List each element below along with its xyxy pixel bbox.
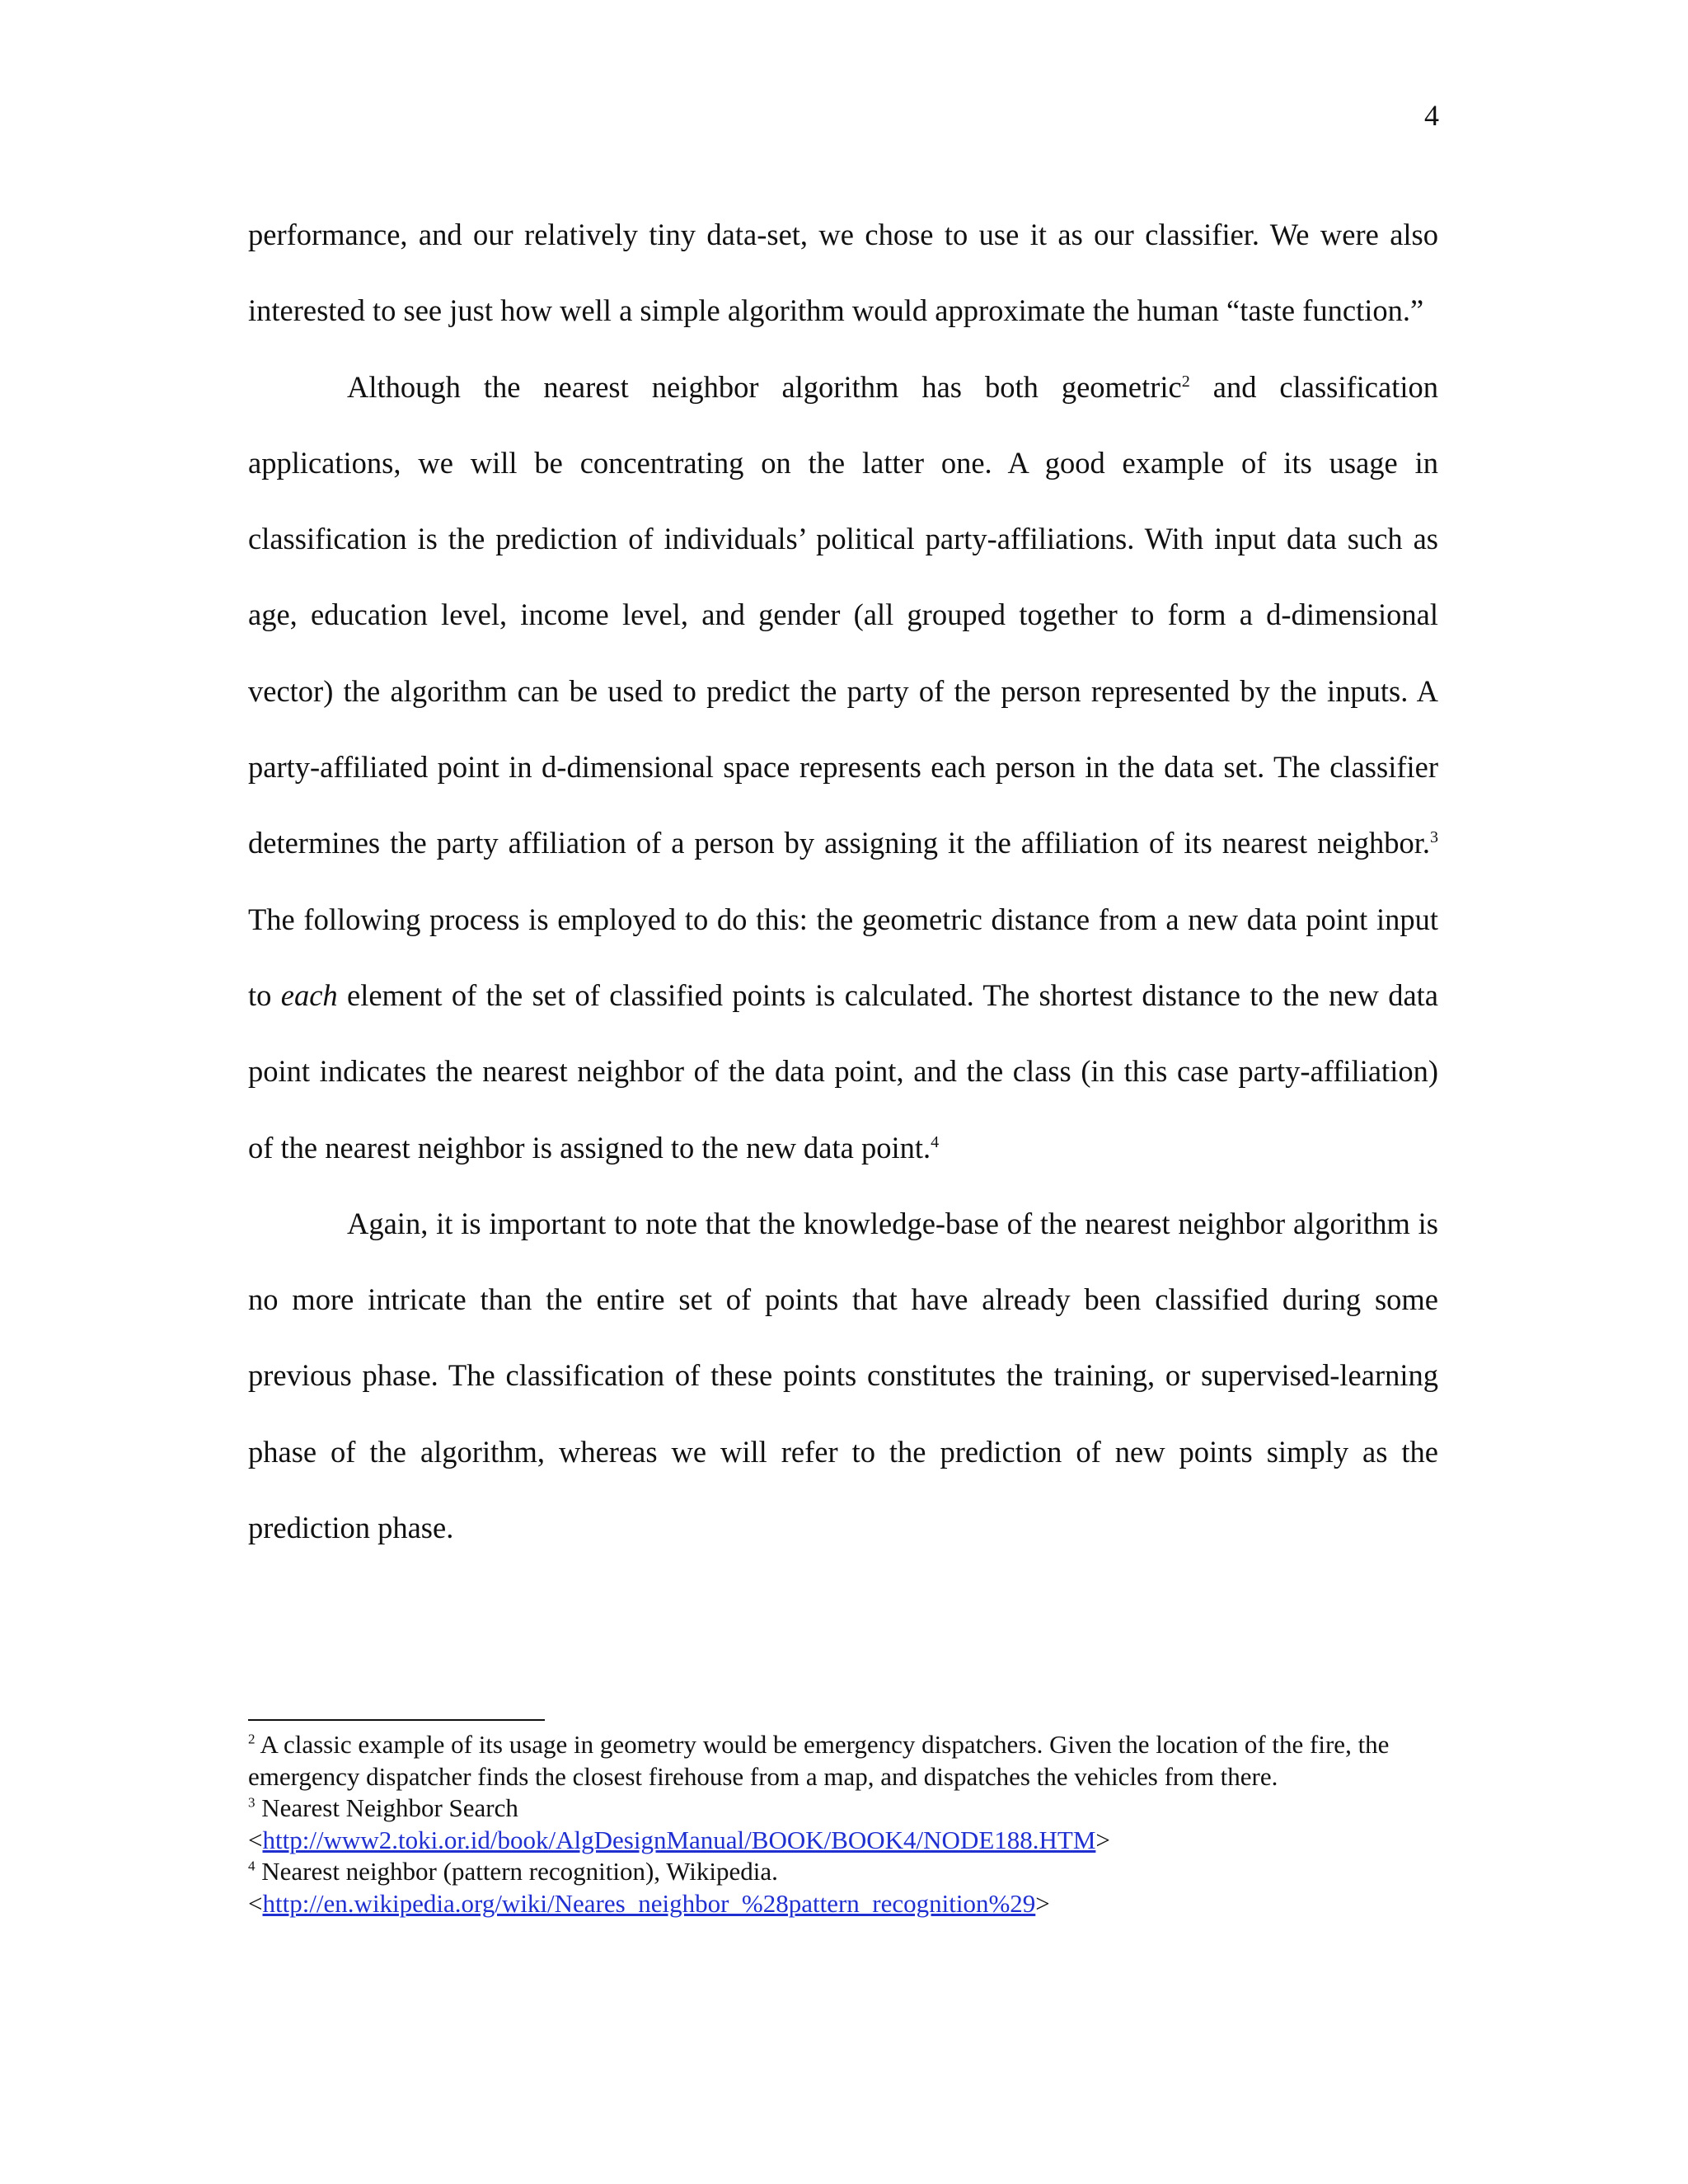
paragraph-2-text-a: Although the nearest neighbor algorithm has both geometric [347,369,1182,404]
footnote-4 [248,1856,1438,1919]
footnote-4-marker: 4 [248,1858,256,1874]
emphasis-each: each [280,977,338,1012]
footnote-ref-3[interactable]: 3 [1429,828,1438,847]
paragraph-2 [248,349,1438,1186]
footnote-3-close-bracket: > [1095,1825,1110,1854]
footnote-2 [248,1729,1438,1793]
footnote-ref-4[interactable]: 4 [931,1132,940,1151]
footnote-3 [248,1793,1438,1856]
paragraph-3 [248,1186,1438,1566]
paragraph-1-text: performance, and our relatively tiny data-set, we chose to use it as our classifier. We were also interested to see just how well a simple algorithm would approximate the human “taste function.” [248,218,1438,328]
body-text [248,197,1438,1566]
paragraph-2-text-d: element of the set of classified points is calculated. The shortest distance to the new data point indicates the nearest neighbor of the data point, and the class (in this case party-affiliation) of the nearest neighbor is assigned to the new data point. [248,977,1438,1165]
footnotes [248,1729,1438,1919]
paragraph-3-text: Again, it is important to note that the knowledge-base of the nearest neighbor algorithm is no more intricate than the entire set of points that have already been classified during some previous phase. The classification of these points constitutes the training, or supervised-learning phase of the algorithm, whereas we will refer to the prediction of new points simply as the prediction phase. [248,1206,1438,1545]
footnote-2-marker: 2 [248,1731,256,1747]
footnote-ref-2[interactable]: 2 [1181,372,1190,391]
footnote-4-link[interactable]: http://en.wikipedia.org/wiki/Neares_neighbor_%28pattern_recognition%29 [262,1888,1036,1918]
footnote-4-close-bracket: > [1035,1888,1050,1918]
footnote-4-text: Nearest neighbor (pattern recognition), Wikipedia. [255,1857,778,1886]
footnote-3-text: Nearest Neighbor Search [255,1793,518,1822]
footnote-2-text: A classic example of its usage in geometry would be emergency dispatchers. Given the location of the fire, the emergency dispatcher finds the closest firehouse from a map, and dispatches the vehicles from there. [248,1730,1390,1791]
footnote-4-open-bracket: < [248,1888,263,1918]
footnote-3-marker: 3 [248,1794,256,1811]
paragraph-1 [248,197,1438,349]
paragraph-2-text-c: The following process is employed to do this: the geometric distance from a new data point input to [248,902,1438,1012]
footnote-3-open-bracket: < [248,1825,263,1854]
paragraph-2-text-b: and classification applications, we will be concentrating on the latter one. A good example of its usage in classification is the prediction of individuals’ political party-affiliations. With input data such as age, education level, income level, and gender (all grouped together to form a d-dimensional vector) the algorithm can be used to predict the party of the person represented by the inputs. A party-affiliated point in d-dimensional space represents each person in the data set. The classifier determines the party affiliation of a person by assigning it the affiliation of its nearest neighbor. [248,369,1438,860]
footnote-separator [248,1719,545,1721]
footnote-3-link[interactable]: http://www2.toki.or.id/book/AlgDesignManual/BOOK/BOOK4/NODE188.HTM [262,1825,1096,1854]
page-number: 4 [1424,99,1439,132]
